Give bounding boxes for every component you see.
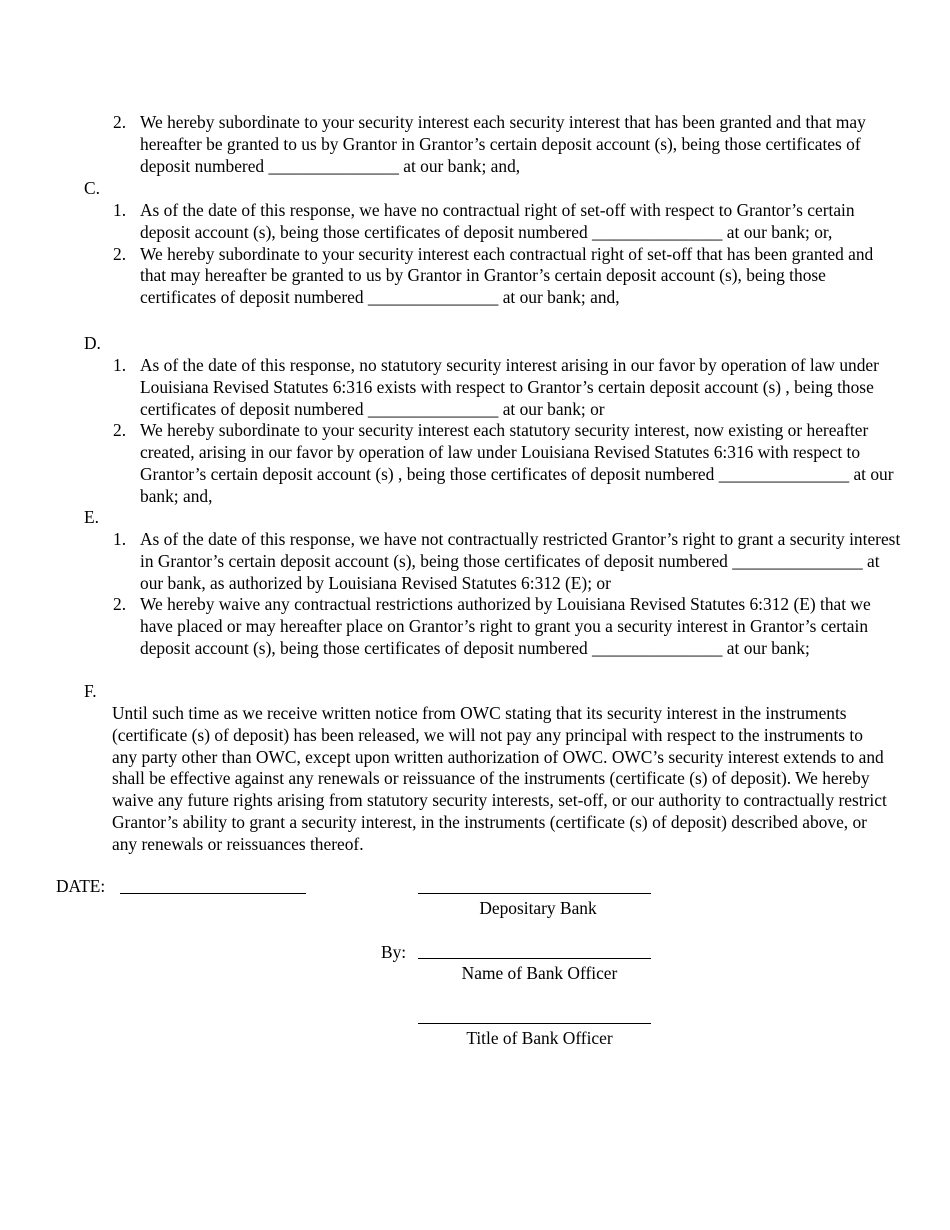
item-number: 1. <box>113 200 127 220</box>
depositary-bank-signature-line[interactable] <box>418 893 651 894</box>
section-f-paragraph: Until such time as we receive written notice from OWC stating that its security interest in the instruments (certificate (s) of deposit) has been released, we will not pay any principal with respect to the instruments to any party other than OWC, except upon written authorization of OWC. OWC’s security interest extends to and shall be effective against any renewals or reissuance of the instruments (certificate (s) of deposit). We hereby waive any future rights arising from statutory security interests, set-off, or our authority to contractually restrict Grantor’s ability to grant a security interest, in the instruments (certificate (s) of deposit) described above, or any renewals or reissuances thereof. <box>112 703 887 854</box>
item-text: We hereby waive any contractual restrictions authorized by Louisiana Revised Statutes 6:312 (E) that we have placed or may hereafter place on Grantor’s right to grant you a security interest in Grantor’s certain deposit account (s), being those certificates of deposit numbered _______________ at our bank; <box>140 594 871 658</box>
section-b-list <box>113 112 903 177</box>
bank-officer-name-label: Name of Bank Officer <box>461 963 618 983</box>
section-d-item-1 <box>113 355 903 420</box>
section-c-item-2 <box>113 244 903 309</box>
section-b-item-2 <box>113 112 903 177</box>
section-e-item-2 <box>113 594 903 659</box>
section-c-item-1 <box>113 200 903 244</box>
section-d-list <box>113 355 903 508</box>
item-number: 2. <box>113 112 127 132</box>
date-label: DATE: <box>56 876 106 896</box>
item-number: 1. <box>113 355 127 375</box>
by-label: By: <box>381 942 407 962</box>
item-number: 2. <box>113 243 127 264</box>
item-number: 2. <box>113 594 127 615</box>
item-text: As of the date of this response, no statutory security interest arising in our favor by operation of law under Louisiana Revised Statutes 6:316 exists with respect to Grantor’s certain deposit account (s) , being those certificates of deposit numbered _______________ at our bank; or <box>140 355 879 419</box>
item-text: As of the date of this response, we have not contractually restricted Grantor’s right to grant a security interest in Grantor’s certain deposit account (s), being those certificates of deposit numbered _______________ at our bank, as authorized by Louisiana Revised Statutes 6:312 (E); or <box>140 529 901 593</box>
section-f-label: F. <box>84 681 97 701</box>
item-number: 2. <box>113 420 127 441</box>
bank-officer-name-signature-line[interactable] <box>418 958 651 959</box>
item-number: 1. <box>113 529 127 549</box>
item-text: As of the date of this response, we have no contractual right of set-off with respect to Grantor’s certain deposit account (s), being those certificates of deposit numbered _______________ at our bank; or, <box>140 200 855 242</box>
section-c-list <box>113 200 903 309</box>
item-text: We hereby subordinate to your security interest each contractual right of set-off that has been granted and that may hereafter be granted to us by Grantor in Grantor’s certain deposit account (s), being those certificates of deposit numbered _______________ at our bank; and, <box>140 243 874 308</box>
depositary-bank-label: Depositary Bank <box>479 898 597 918</box>
section-e-item-1 <box>113 529 903 594</box>
bank-officer-title-label: Title of Bank Officer <box>466 1028 613 1048</box>
date-signature-line[interactable] <box>120 893 306 894</box>
section-d-label: D. <box>84 333 101 353</box>
bank-officer-title-signature-line[interactable] <box>418 1023 651 1024</box>
section-e-list <box>113 529 903 660</box>
item-text: We hereby subordinate to your security interest each statutory security interest, now existing or hereafter created, arising in our favor by operation of law under Louisiana Revised Statutes 6:316 with respect to Grantor’s certain deposit account (s) , being those certificates of deposit numbered _______________ at our bank; and, <box>140 420 894 506</box>
section-e-label: E. <box>84 507 99 527</box>
section-d-item-2 <box>113 420 903 507</box>
section-c-label: C. <box>84 178 100 198</box>
item-text: We hereby subordinate to your security interest each security interest that has been granted and that may hereafter be granted to us by Grantor in Grantor’s certain deposit account (s), being those certificates of deposit numbered _______________ at our bank; and, <box>140 112 866 176</box>
